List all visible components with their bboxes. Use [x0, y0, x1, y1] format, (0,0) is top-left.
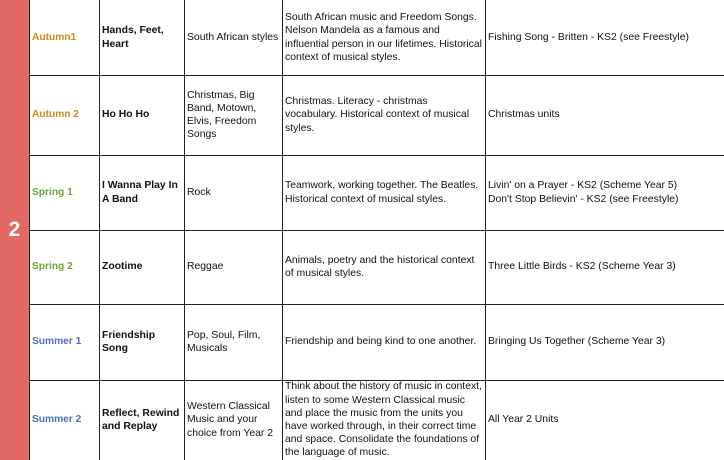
style-cell: Christmas, Big Band, Motown, Elvis, Freedom Songs — [187, 89, 257, 141]
focus-cell: Teamwork, working together. The Beatles. Historical context of musical styles. — [285, 180, 479, 205]
term-cell: Autumn 2 — [32, 109, 79, 121]
table-row — [29, 230, 724, 304]
term-cell: Autumn1 — [32, 31, 77, 43]
column-divider — [184, 0, 185, 460]
row-divider — [29, 155, 724, 156]
focus-cell: Animals, poetry and the historical context of musical styles. — [285, 254, 475, 279]
unit-cell: Zootime — [102, 261, 143, 273]
table-row — [29, 0, 724, 75]
style-cell: Rock — [187, 186, 211, 198]
row-divider — [29, 230, 724, 231]
unit-cell: I Wanna Play In A Band — [102, 180, 178, 205]
year-number: 2 — [8, 218, 21, 241]
table-row — [29, 304, 724, 380]
extension-cell: Three Little Birds - KS2 (Scheme Year 3) — [488, 261, 676, 273]
table-row — [29, 75, 724, 155]
year-band — [0, 0, 29, 460]
row-divider — [29, 380, 724, 381]
row-divider — [29, 304, 724, 305]
extension-cell: Livin' on a Prayer - KS2 (Scheme Year 5) Don't Stop Believin' - KS2 (see Freestyle) — [488, 180, 679, 205]
focus-cell: Think about the history of music in context, listen to some Western Classical music and place the music from the units you have worked through, in their correct time and space. Consolidate the foundations of the language of music. — [285, 381, 482, 459]
focus-cell: Christmas. Literacy - christmas vocabulary. Historical context of musical styles. — [285, 96, 470, 134]
unit-cell: Hands, Feet, Heart — [102, 25, 164, 50]
unit-cell: Reflect, Rewind and Replay — [102, 407, 180, 432]
term-cell: Summer 1 — [32, 336, 82, 348]
table-row — [29, 380, 724, 460]
extension-cell: Bringing Us Together (Scheme Year 3) — [488, 336, 666, 348]
column-divider — [29, 0, 30, 460]
term-cell: Spring 1 — [32, 186, 73, 198]
table-row — [29, 155, 724, 230]
curriculum-table — [29, 0, 724, 460]
style-cell: South African styles — [187, 31, 279, 43]
column-divider — [485, 0, 486, 460]
style-cell: Pop, Soul, Film, Musicals — [187, 329, 261, 354]
style-cell: Reggae — [187, 261, 224, 273]
focus-cell: South African music and Freedom Songs. Nelson Mandela as a famous and influential person in our lifetimes. Historical context of musical styles. — [285, 12, 482, 63]
term-cell: Spring 2 — [32, 261, 73, 273]
extension-cell: All Year 2 Units — [488, 414, 559, 426]
focus-cell: Friendship and being kind to one another. — [285, 336, 477, 348]
style-cell: Western Classical Music and your choice from Year 2 — [187, 401, 274, 439]
row-divider — [29, 75, 724, 76]
column-divider — [99, 0, 100, 460]
extension-cell: Christmas units — [488, 109, 560, 121]
column-divider — [282, 0, 283, 460]
extension-cell: Fishing Song - Britten - KS2 (see Freestyle) — [488, 31, 689, 43]
term-cell: Summer 2 — [32, 414, 82, 426]
unit-cell: Ho Ho Ho — [102, 109, 150, 121]
unit-cell: Friendship Song — [102, 329, 156, 354]
